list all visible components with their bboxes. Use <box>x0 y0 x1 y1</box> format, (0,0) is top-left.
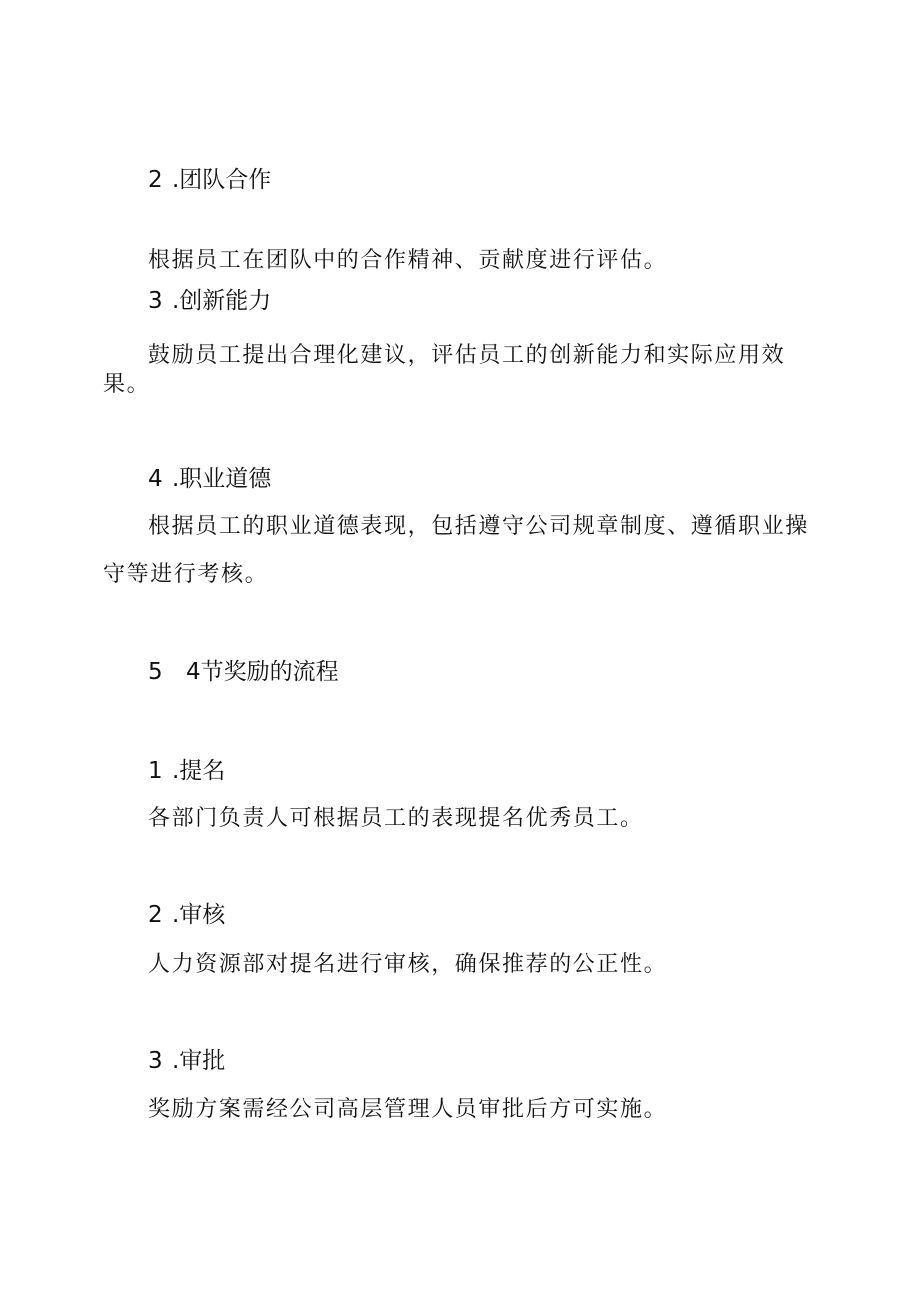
section-heading-ethics <box>148 465 271 493</box>
section-title: .创新能力 <box>172 288 272 314</box>
section-title: .团队合作 <box>172 167 272 193</box>
section-title: .审核 <box>172 902 226 928</box>
section-number: 1 <box>148 758 163 784</box>
paragraph-innovation-line-1: 鼓励员工提出合理化建议，评估员工的创新能力和实际应用效 <box>148 343 786 368</box>
paragraph-ethics-line-1: 根据员工的职业道德表现，包括遵守公司规章制度、遵循职业操 <box>148 514 809 539</box>
section-heading-review <box>148 901 225 929</box>
paragraph-innovation-line-2: 果。 <box>103 372 151 397</box>
section-number: 4 <box>148 466 163 492</box>
paragraph-approve-line-1: 奖励方案需经公司高层管理人员审批后方可实施。 <box>148 1097 668 1122</box>
chapter-heading-reward-process <box>148 658 339 686</box>
section-heading-approve <box>148 1047 225 1075</box>
section-heading-nominate <box>148 757 225 785</box>
section-title: .审批 <box>172 1048 226 1074</box>
section-number: 2 <box>148 902 163 928</box>
paragraph-team-line-1: 根据员工在团队中的合作精神、贡献度进行评估。 <box>148 248 668 273</box>
section-number: 3 <box>148 1048 163 1074</box>
paragraph-review-line-1: 人力资源部对提名进行审核，确保推荐的公正性。 <box>148 952 668 977</box>
paragraph-ethics-line-2: 守等进行考核。 <box>103 562 269 587</box>
section-number: 2 <box>148 167 163 193</box>
chapter-title: 4节奖励的流程 <box>186 659 339 685</box>
section-title: .职业道德 <box>172 466 272 492</box>
section-title: .提名 <box>172 758 226 784</box>
section-heading-team <box>148 166 271 194</box>
section-number: 3 <box>148 288 163 314</box>
paragraph-nominate-line-1: 各部门负责人可根据员工的表现提名优秀员工。 <box>148 806 644 831</box>
chapter-number: 5 <box>148 659 163 685</box>
section-heading-innovation <box>148 287 271 315</box>
